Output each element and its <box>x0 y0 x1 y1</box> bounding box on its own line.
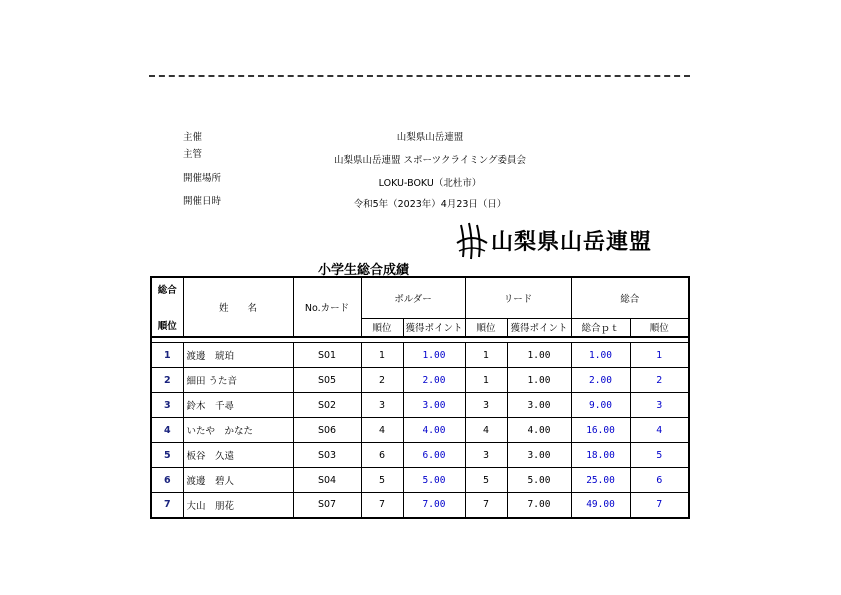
table-row <box>151 443 689 468</box>
card-cell: S04 <box>293 468 361 493</box>
boulder-rank-header: 順位 <box>361 318 403 337</box>
boulder-rank-cell: 5 <box>361 468 403 493</box>
logo-text: 山梨県山岳連盟 <box>491 230 653 255</box>
lead-points-cell: 7.00 <box>507 493 571 518</box>
lead-points-header: 獲得ポイント <box>507 318 571 337</box>
name-cell: 渡邊 碧人 <box>183 468 293 493</box>
overall-rank-cell: 1 <box>151 343 183 368</box>
overall-rank-header <box>151 277 183 337</box>
name-cell: 鈴木 千尋 <box>183 393 293 418</box>
date-value: 令和5年（2023年）4月23日（日） <box>353 199 507 210</box>
overall-header-top: 総合 <box>157 285 177 296</box>
total-rank-cell: 6 <box>630 468 689 493</box>
venue-value: LOKU-BOKU（北杜市） <box>378 178 482 189</box>
boulder-points-cell: 2.00 <box>403 368 465 393</box>
boulder-points-header: 獲得ポイント <box>403 318 465 337</box>
boulder-rank-cell: 7 <box>361 493 403 518</box>
total-rank-cell: 5 <box>630 443 689 468</box>
lead-points-cell: 4.00 <box>507 418 571 443</box>
card-cell: S01 <box>293 343 361 368</box>
total-pt-cell: 49.00 <box>571 493 630 518</box>
boulder-rank-cell: 4 <box>361 418 403 443</box>
total-rank-header: 順位 <box>630 318 689 337</box>
card-cell: S07 <box>293 493 361 518</box>
federation-logo <box>455 221 655 261</box>
table-row <box>151 418 689 443</box>
name-cell: いたや かなた <box>183 418 293 443</box>
total-pt-cell: 18.00 <box>571 443 630 468</box>
boulder-rank-cell: 2 <box>361 368 403 393</box>
overall-rank-cell: 2 <box>151 368 183 393</box>
name-cell: 渡邊 琥珀 <box>183 343 293 368</box>
organizer-value: 山梨県山岳連盟 <box>396 132 464 143</box>
overall-rank-cell: 7 <box>151 493 183 518</box>
lead-rank-cell: 5 <box>465 468 507 493</box>
results-table <box>150 276 690 519</box>
total-rank-cell: 3 <box>630 393 689 418</box>
overall-header-bottom: 順位 <box>157 321 177 332</box>
boulder-header: ボルダー <box>361 277 465 318</box>
lead-rank-header: 順位 <box>465 318 507 337</box>
table-title: 小学生総合成績 <box>318 263 410 278</box>
card-cell: S02 <box>293 393 361 418</box>
lead-rank-cell: 3 <box>465 393 507 418</box>
venue-label: 開催場所 <box>183 173 222 184</box>
card-header: No.カード <box>293 277 361 337</box>
name-cell: 板谷 久遠 <box>183 443 293 468</box>
boulder-points-cell: 7.00 <box>403 493 465 518</box>
total-pt-header: 総合ｐｔ <box>571 318 630 337</box>
lead-points-cell: 1.00 <box>507 343 571 368</box>
overall-rank-cell: 4 <box>151 418 183 443</box>
lead-rank-cell: 1 <box>465 343 507 368</box>
lead-points-cell: 3.00 <box>507 393 571 418</box>
overall-rank-cell: 6 <box>151 468 183 493</box>
lead-rank-cell: 1 <box>465 368 507 393</box>
boulder-rank-cell: 1 <box>361 343 403 368</box>
lead-header: リード <box>465 277 571 318</box>
table-row <box>151 493 689 518</box>
total-rank-cell: 7 <box>630 493 689 518</box>
name-cell: 細田 うた音 <box>183 368 293 393</box>
table-row <box>151 343 689 368</box>
table-row <box>151 393 689 418</box>
table-row <box>151 468 689 493</box>
header-row-top <box>151 277 689 318</box>
table-row <box>151 368 689 393</box>
boulder-rank-cell: 3 <box>361 393 403 418</box>
manager-value: 山梨県山岳連盟 スポーツクライミング委員会 <box>333 155 527 166</box>
boulder-points-cell: 6.00 <box>403 443 465 468</box>
boulder-points-cell: 3.00 <box>403 393 465 418</box>
card-cell: S05 <box>293 368 361 393</box>
total-rank-cell: 1 <box>630 343 689 368</box>
total-pt-cell: 2.00 <box>571 368 630 393</box>
lead-points-cell: 3.00 <box>507 443 571 468</box>
manager-label: 主管 <box>183 149 203 160</box>
name-cell: 大山 朋花 <box>183 493 293 518</box>
lead-points-cell: 5.00 <box>507 468 571 493</box>
lead-rank-cell: 3 <box>465 443 507 468</box>
total-rank-cell: 4 <box>630 418 689 443</box>
lead-rank-cell: 4 <box>465 418 507 443</box>
total-pt-cell: 1.00 <box>571 343 630 368</box>
card-cell: S06 <box>293 418 361 443</box>
federation-emblem-icon <box>455 221 489 261</box>
date-label: 開催日時 <box>183 196 222 207</box>
overall-rank-cell: 3 <box>151 393 183 418</box>
lead-rank-cell: 7 <box>465 493 507 518</box>
organizer-label: 主催 <box>183 132 203 143</box>
overall-rank-cell: 5 <box>151 443 183 468</box>
total-pt-cell: 9.00 <box>571 393 630 418</box>
top-dashed-divider <box>149 75 690 77</box>
boulder-points-cell: 4.00 <box>403 418 465 443</box>
boulder-points-cell: 5.00 <box>403 468 465 493</box>
total-pt-cell: 25.00 <box>571 468 630 493</box>
boulder-points-cell: 1.00 <box>403 343 465 368</box>
boulder-rank-cell: 6 <box>361 443 403 468</box>
name-header: 姓 名 <box>183 277 293 337</box>
total-pt-cell: 16.00 <box>571 418 630 443</box>
card-cell: S03 <box>293 443 361 468</box>
lead-points-cell: 1.00 <box>507 368 571 393</box>
total-rank-cell: 2 <box>630 368 689 393</box>
total-header: 総合 <box>571 277 689 318</box>
